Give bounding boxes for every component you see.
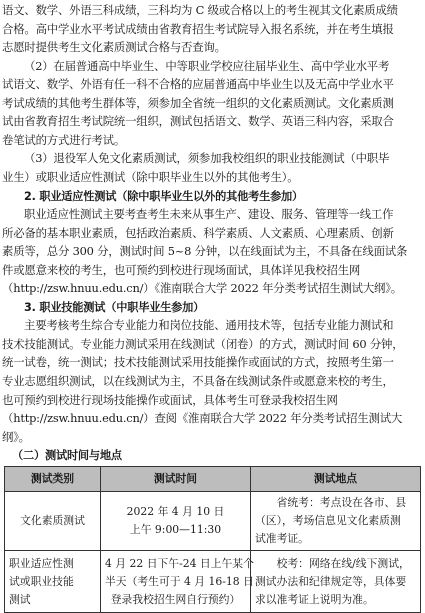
text-line: 试语文、数学、外语有任一科不合格的应届普通高中毕业生以及无高中学业水平: [2, 77, 394, 92]
cell-text: 登录我校招生网自行预约）: [110, 592, 241, 606]
cell-text: 测试: [9, 592, 31, 606]
text-line: （2）在届普通高中毕业生、中等职业学校应往届毕业生、高中学业水平考: [24, 58, 390, 73]
cell-text: 省统考：考点设在各市、县: [255, 496, 407, 509]
cell-text: 文化素质测试: [20, 514, 85, 527]
header-location: 测试地点: [251, 467, 421, 492]
cell-text: 4 月 22 日下午-24 日上午某个: [105, 556, 254, 570]
table-row: [5, 551, 421, 613]
cell-text: 上午 9:00—11:30: [129, 523, 222, 536]
cell-location: [251, 551, 421, 613]
cell-text: 求以准考证上说明为准。: [255, 592, 374, 606]
text-line: 语文、数学、外语三科成绩，三科均为 C 级或合格以上的考生视其文化素质成绩: [2, 3, 398, 17]
cell-text: 校考：网络在线/线下测试，: [255, 556, 410, 570]
cell-category: [5, 492, 101, 551]
text-line: 主要考核考生综合专业能力和岗位技能、通用技术等，包括专业能力测试和: [24, 318, 394, 333]
test-schedule-table: [4, 466, 421, 613]
text-line: 技术技能测试。专业能力测试采用在线测试（闭卷）的方式，测试时间 60 分钟，: [2, 336, 404, 351]
cell-text: 测试办法和纪律规定等，具体要: [255, 574, 407, 588]
cell-text: 试准考证。: [255, 532, 309, 545]
text-line: 纲》。: [2, 429, 30, 444]
cell-category: [5, 551, 101, 613]
section-heading: 3. 职业技能测试（中职毕业生参加）: [24, 300, 205, 314]
text-line: 卷笔试的方式进行考试。: [2, 132, 126, 147]
text-line: 志愿时提供考生文化素质测试合格与否查询。: [2, 40, 226, 55]
text-line: （3）退役军人免文化素质测试，须参加我校组织的职业技能测试（中职毕: [24, 151, 390, 166]
cell-text: 职业适应性测: [9, 556, 74, 570]
section-heading: 2. 职业适应性测试（除中职毕业生以外的其他考生参加）: [24, 189, 304, 203]
text-line: 件或愿意来校的考生，也可预约到校进行现场面试，具体详见我校招生网: [2, 262, 361, 277]
text-line: 统一试卷，统一测试；技术技能测试采用技能操作或面试的方式，按照考生第一: [2, 355, 394, 370]
text-line: 职业适应性测试主要考查考生未来从事生产、建设、服务、管理等一线工作: [24, 207, 394, 222]
text-line: 业生）或职业适应性测试（除中职毕业生以外的其他考生）。: [2, 169, 299, 184]
cell-text: 试或职业技能: [9, 574, 74, 588]
text-line: 素质等，总分 300 分，测试时间 5~8 分钟，以在线面试为主，不具备在线面试条: [2, 244, 408, 259]
header-time: 测试时间: [101, 467, 251, 492]
text-line: 考试成绩的其他考生群体等，须参加全省统一组织的文化素质测试。文化素质测: [2, 95, 394, 110]
cell-time: [101, 551, 254, 613]
cell-text: （区），考场信息见文化素质测: [255, 514, 401, 527]
text-line: 试由省教育招生考试院统一组织，测试包括语文、数学、英语三科内容，采取合: [2, 114, 394, 129]
cell-time: [101, 492, 251, 551]
cell-text: 半天（考生可于 4 月 16-18 日: [105, 574, 254, 588]
table-row: [5, 492, 421, 551]
section-heading: （二）测试时间与地点: [12, 449, 122, 463]
text-line: 合格。高中学业水平考试成绩由省教育招生考试院导入报名系统，并在考生填报: [2, 21, 394, 36]
text-line: 也可预约到校进行现场技能操作或面试，具体考生可登录我校招生网: [2, 392, 338, 407]
table-header-row: [5, 467, 421, 492]
header-category: 测试类别: [5, 467, 101, 492]
text-line: 专业志愿组织测试，以在线测试为主，不具备在线测试条件或愿意来校的考生，: [2, 374, 394, 388]
text-line: （http://zsw.hnuu.edu.cn/）查阅《淮南联合大学 2022 年分类考试招生测试大: [2, 411, 403, 426]
text-line: （http://zsw.hnuu.edu.cn/）《淮南联合大学 2022 年分类考试招生测试大纲》。: [2, 281, 402, 296]
cell-text: 2022 年 4 月 10 日: [126, 505, 225, 518]
cell-location: [251, 492, 421, 551]
text-line: 所必备的基本职业素质，包括政治素质、科学素质、人文素质、心理素质、创新: [2, 225, 394, 240]
